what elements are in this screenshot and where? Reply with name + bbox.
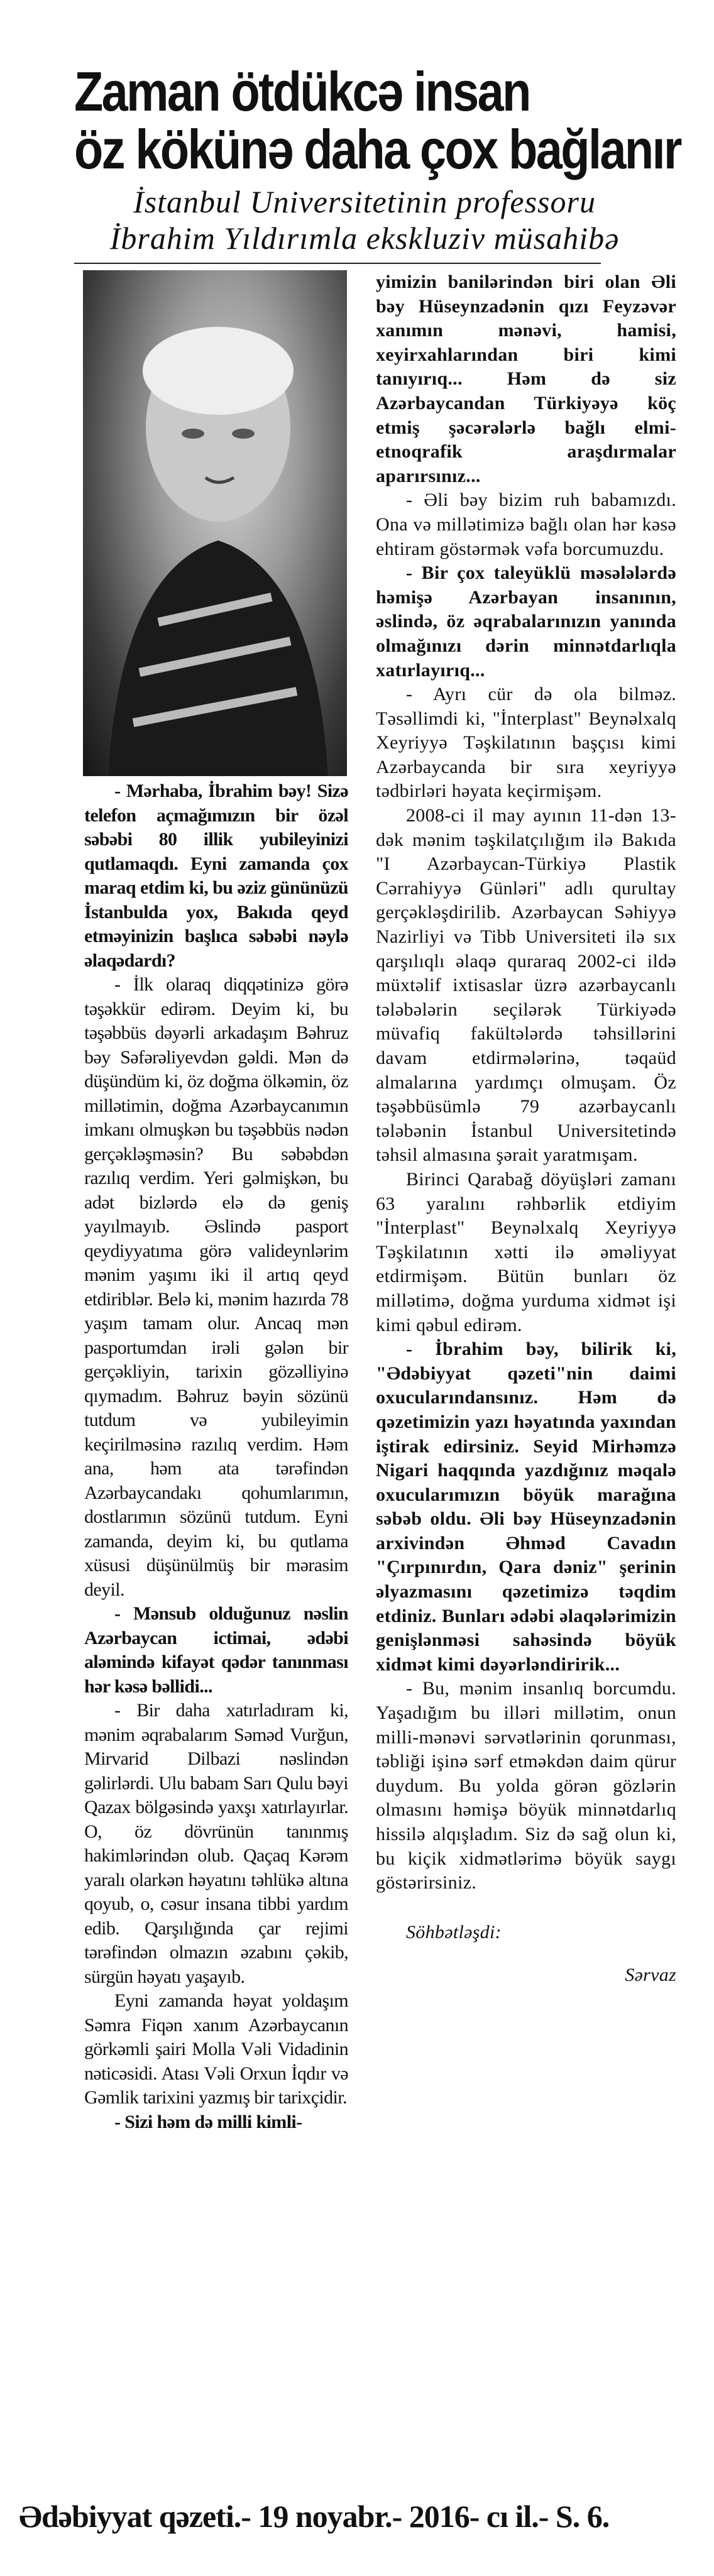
left-column: [84, 779, 348, 2134]
answer: Eyni zamanda həyat yoldaşım Səmra Fiqən xanım Azərbaycanın görkəmli şairi Molla Vəli Vidadinin nəticəsidi. Atası Vəli Orxun İqdır və Gəmlik tarixini yazmış bir tarixçidir.: [84, 1990, 348, 2108]
divider: [74, 263, 601, 264]
answer: - İlk olaraq diqqətinizə görə təşəkkür edirəm. Deyim ki, bu təşəbbüs dəyərli arkadaşım Bəhruz bəy Səfərəliyevdən gəldi. Mən də düşündüm ki, öz doğma ölkəmin, öz millətimin, doğma Azərbaycanımın imkanı olmuşkən bu təşəbbüs nədən gerçəkləşməsin? Bu səbəbdən razılıq verdim. Yeri gəlmişkən, bu adət bizlərdə elə də geniş yayılmayıb. Əslində pasport qeydiyyatıma görə valideynlərim mənim yaşımı iki il artıq qeyd etdiriblər. Belə ki, mənim hazırda 78 yaşım tamam olur. Ancaq mən pasportumdan irəli gələn bir gerçəkliyin, tarixin gözəlliyinə qıymadım. Bəhruz bəyin sözünü tutdum və yubileyimin keçirilməsinə razılıq verdim. Həm ana, həm ata tərəfindən Azərbaycandakı qohumlarımın, dostlarımın sözünü tutdum. Eyni zamanda, deyim ki, bu qutlama xüsusi düşünülmüş bir mərasim deyil.: [84, 974, 348, 1600]
headline: [74, 60, 681, 180]
subheadline-line: İstanbul Universitetinin professoru: [133, 184, 596, 219]
subheadline: [82, 184, 647, 256]
headline-line: öz kökünə daha çox bağlanır: [74, 118, 681, 180]
right-column: [376, 270, 676, 1988]
answer: - Bir daha xatırladıram ki, mənim əqrabalarım Səməd Vurğun, Mirvarid Dilbazi nəslindən gəlirlərdi. Ulu babam Sarı Qulu bəyi Qazax bölgəsində yaxşı xatırlayırlar. O, öz dövrünün tanınmış hakimlərindən olub. Qaçaq Kərəm yaralı olarkən həyatını təhlükə altına qoyub, o, cəsur insana tibbi yardım edib. Qarşılığında çar rejimi tərəfindən olmazın əzabını çəkib, sürgün həyatı yaşayıb.: [84, 1700, 348, 1987]
question: - Mərhaba, İbrahim bəy! Sizə telefon açmağımızın bir özəl səbəbi 80 illik yubileyinizi qutlamaqdı. Eyni zamanda çox maraq etdim ki, bu əziz gününüzü İstanbulda yox, Bakıda qeyd etməyinizin başlıca səbəbi nəylə əlaqədardı?: [84, 781, 348, 971]
subheadline-line: İbrahim Yıldırımla ekskluziv müsahibə: [109, 221, 620, 256]
question: yimizin banilərindən biri olan Əli bəy Hüseynzadənin qızı Feyzəvər xanımın mənəvi, hamisi, xeyirxahlarından biri kimi tanıyırıq... Həm də siz Azərbaycandan Türkiyəyə köç etmiş şəcərələrlə bağlı elmi-etnoqrafik araşdırmalar aparırsınız...: [376, 271, 676, 486]
answer: - Bu, mənim insanlıq borcumdu. Yaşadığım bu illəri millətim, onun milli-mənəvi sərvətlərinin qorunması, təbliği işinə sərf etməkdən daim qürur duydum. Bu yolda görən gözlərin olmasını həmişə böyük minnətdarlıq hissilə alqışladım. Siz də sağ olun ki, bu kiçik xidmətlərimə böyük saygı göstərirsiniz.: [376, 1678, 676, 1894]
source-citation: Ədəbiyyat qəzeti.- 19 noyabr.- 2016- cı il.- S. 6.: [19, 2499, 610, 2534]
portrait-photo: [83, 270, 347, 776]
question: - İbrahim bəy, bilirik ki, "Ədəbiyyat qəzeti"nin daimi oxucularındansınız. Həm də qəzetimizin yazı həyatında yaxından iştirak edirsiniz. Seyid Mirhəmzə Nigari haqqında yazdığınız məqalə oxucularımızın böyük marağına səbəb oldu. Əli bəy Hüseynzadənin arxivindən Əhməd Cavadın "Çırpınırdın, Qara dəniz" şerinin əlyazmasını qəzetimizə təqdim etdiniz. Bunları ədəbi əlaqələrimizin genişlənməsi sahəsində böyük xidmət kimi dəyərləndiririk...: [376, 1339, 676, 1675]
answer: 2008-ci il may ayının 11-dən 13-dək mənim təşkilatçılığım ilə Bakıda "I Azərbaycan-Türkiyə Plastik Cərrahiyyə Günləri" adlı qurultay gerçəkləşdirilib. Azərbaycan Səhiyyə Nazirliyi və Tibb Universiteti ilə sıx qarşılıqlı əlaqə quraraq 2002-ci ildə müxtəlif ixtisaslar üzrə azərbaycanlı tələbələrin seçilərək Türkiyədə müvafiq fakültələrdə təhsillərini davam etdirmələrinə, təqaüd almalarına yardımçı olmuşam. Öz təşəbbüsümlə 79 azərbaycanlı tələbənin İstanbul Universitetində təhsil almasına şərait yaratmışam.: [376, 805, 676, 1166]
question: - Sizi həm də milli kimli-: [114, 2111, 302, 2132]
answer: Birinci Qarabağ döyüşləri zamanı 63 yaralını rəhbərlik etdiyim "İnterplast" Beynəlxalq Xeyriyyə Təşkilatının xətti ilə əməliyyat etdirmişəm. Bütün bunları öz millətimə, doğma yurduma xidmət işi kimi qəbul edirəm.: [376, 1168, 676, 1335]
question: - Mənsub olduğunuz nəslin Azərbaycan ictimai, ədəbi aləmində kifayət qədər tanınması hər kəsə bəllidi...: [84, 1603, 348, 1697]
headline-line: Zaman ötdükcə insan: [74, 60, 530, 123]
answer: - Əli bəy bizim ruh babamızdı. Ona və millətimizə bağlı olan hər kəsə ehtiram göstərmək vəfa borcumuzdu.: [376, 490, 676, 559]
signature-label: Söhbətləşdi:: [406, 1921, 502, 1943]
question: - Bir çox taleyüklü məsələlərdə həmişə Azərbayan insanının, əslində, öz əqrabalarınızın yanında olmağınızı dərin minnətdarlıqla xatırlayırıq...: [376, 562, 676, 681]
answer: - Ayrı cür də ola bilməz. Təsəllimdi ki, "İnterplast" Beynəlxalq Xeyriyyə Təşkilatının başçısı kimi Azərbaycanda bir sıra xeyriyyə tədbirləri həyata keçirmişəm.: [376, 684, 676, 802]
signature-name: Sərvaz: [625, 1965, 676, 1986]
